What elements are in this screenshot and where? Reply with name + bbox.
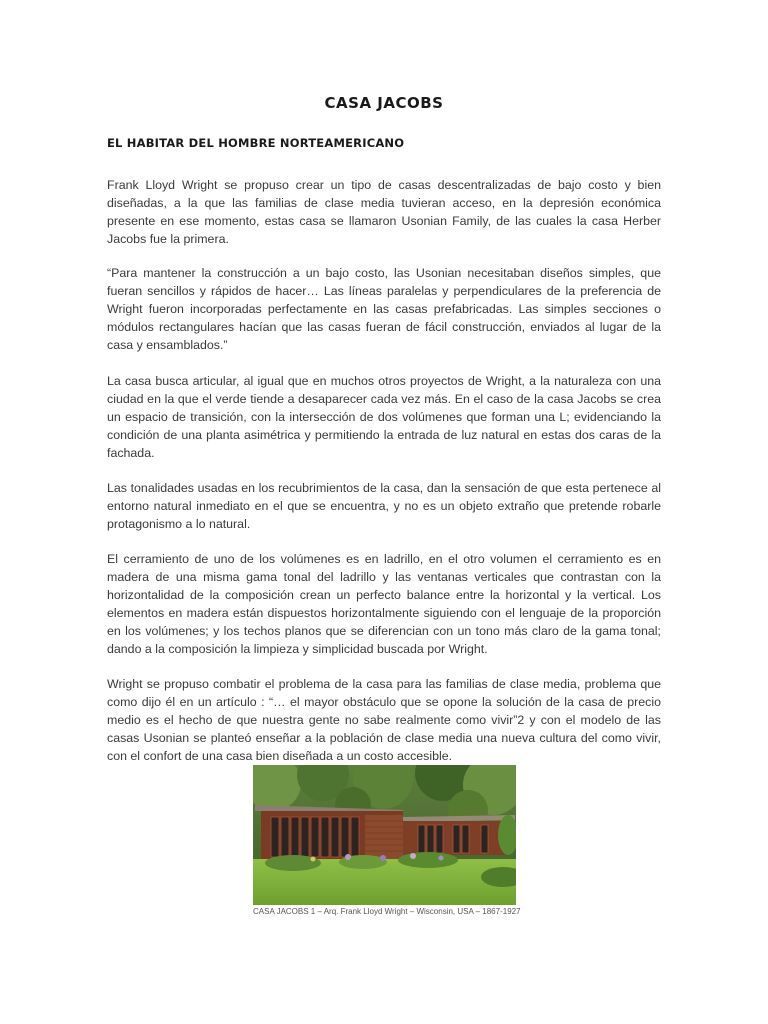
section-subtitle: EL HABITAR DEL HOMBRE NORTEAMERICANO [107,136,405,150]
house-photo [253,765,516,905]
paragraph-3: La casa busca articular, al igual que en muchos otros proyectos de Wright, a la naturaleza con una ciudad en la que el verde tiende a desaparecer cada vez más. En el caso de la casa Jacobs se crea un espacio de transición, con la intersección de dos volúmenes que forman una L; evidenciando la condición de una planta asimétrica y permitiendo la entrada de luz natural en estas dos caras de la fachada. [107,374,661,460]
paragraph-2: “Para mantener la construcción a un bajo costo, las Usonian necesitaban diseños simples, que fueran sencillos y rápidos de hacer… Las líneas paralelas y perpendiculares de la preferencia de Wright fueron incorporadas perfectamente en las casas prefabricadas. Las simples secciones o módulos rectangulares hacían que las casas fueran de fácil construcción, enviados al lugar de la casa y ensamblados.” [107,266,661,352]
paragraph-1: Frank Lloyd Wright se propuso crear un tipo de casas descentralizadas de bajo costo y bien diseñadas, a la que las familias de clase media tuvieran acceso, en la depresión económica presente en ese momento, estas casa se llamaron Usonian Family, de las cuales la casa Herber Jacobs fue la primera. [107,178,661,246]
paragraph-4: Las tonalidades usadas en los recubrimientos de la casa, dan la sensación de que esta pertenece al entorno natural inmediato en el que se encuentra, y no es un objeto extraño que pretende robarle protagonismo a lo natural. [107,481,661,531]
paragraph-5: El cerramiento de uno de los volúmenes es en ladrillo, en el otro volumen el cerramiento es en madera de una misma gama tonal del ladrillo y las ventanas verticales que contrastan con la horizontalidad de la composición crean un perfecto balance entre la horizontal y la vertical. Los elementos en madera están dispuestos horizontalmente siguiendo con el lenguaje de la proporción en los volúmenes; y los techos planos que se diferencian con un tono más claro de la gama tonal; dando a la composición la limpieza y simplicidad buscada por Wright. [107,552,661,656]
page-title: CASA JACOBS [324,94,444,112]
photo-caption: CASA JACOBS 1 – Arq. Frank Lloyd Wright – Wisconsin, USA – 1867-1927 [253,907,521,916]
paragraph-6: Wright se propuso combatir el problema de la casa para las familias de clase media, problema que como dijo él en un artículo : “… el mayor obstáculo que se opone la solución de la casa de precio medio es el hecho de que nuestra gente no sabe realmente como vivir”2 y con el modelo de las casas Usonian se planteó enseñar a la población de clase media una nueva cultura del como vivir, con el confort de una casa bien diseñada a un costo accesible. [107,677,661,763]
